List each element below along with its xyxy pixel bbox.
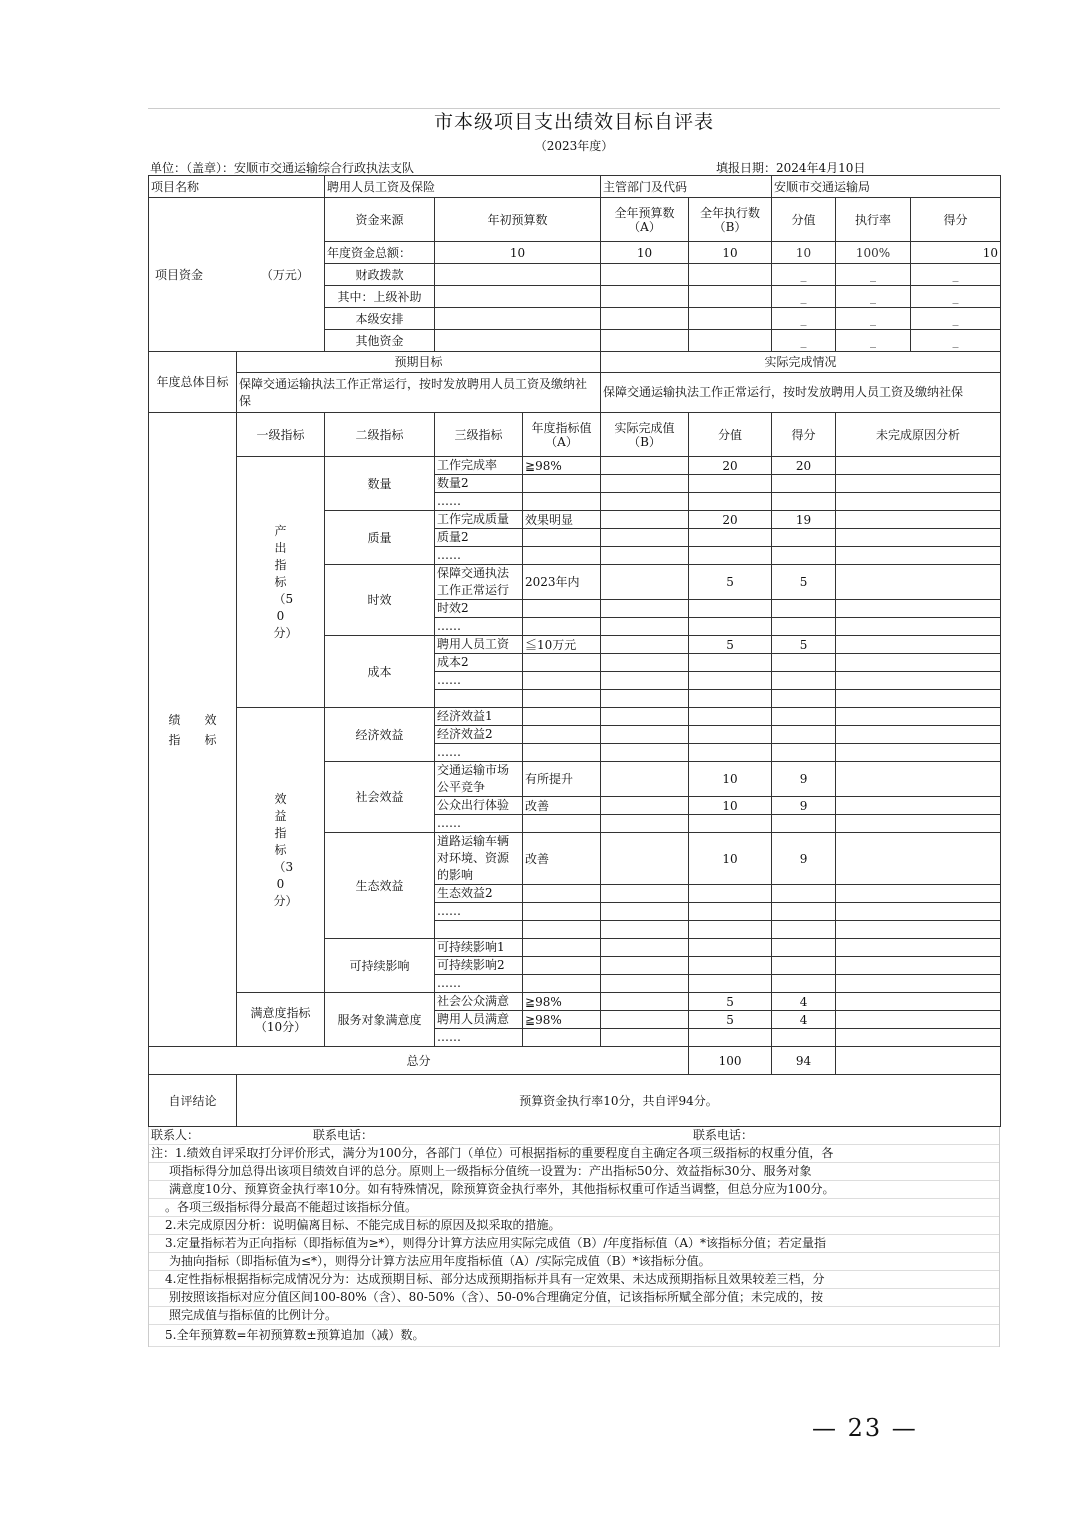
evaluation-sheet xyxy=(148,108,1000,1347)
indicator-got xyxy=(772,885,836,903)
level2-indicator: 质量 xyxy=(325,511,435,565)
target-value: 改善 xyxy=(523,833,601,885)
actual-value xyxy=(601,833,689,885)
indicator-score xyxy=(689,618,772,636)
funds-header-row xyxy=(149,198,1001,242)
total-score: 100 xyxy=(689,1047,772,1075)
indicator-got xyxy=(772,529,836,547)
target-value xyxy=(523,975,601,993)
funds-unit: （万元） xyxy=(260,267,309,282)
indicator-got xyxy=(772,600,836,618)
target-value xyxy=(523,939,601,957)
reason-analysis xyxy=(836,797,1001,815)
funds-header-executed: 全年执行数（B） xyxy=(689,198,772,242)
funds-annual xyxy=(601,264,689,286)
actual-value xyxy=(601,654,689,672)
reason-analysis xyxy=(836,690,1001,708)
indicator-header: 分值 xyxy=(689,413,772,457)
actual-value xyxy=(601,726,689,744)
indicator-got xyxy=(772,708,836,726)
reason-analysis xyxy=(836,493,1001,511)
target-value: 有所提升 xyxy=(523,762,601,797)
indicator-score: 20 xyxy=(689,457,772,475)
actual-value xyxy=(601,475,689,493)
indicator-score xyxy=(689,529,772,547)
actual-value xyxy=(601,493,689,511)
level3-indicator: 经济效益2 xyxy=(435,726,523,744)
indicator-score xyxy=(689,939,772,957)
project-name-label: 项目名称 xyxy=(149,176,325,198)
level2-indicator: 生态效益 xyxy=(325,833,435,939)
note-line: 别按照该指标对应分值区间100-80%（含）、80-50%（含）、50-0%合理确定分值，记该指标所赋全部分值；未完成的，按 xyxy=(149,1289,999,1307)
level3-indicator: 社会公众满意 xyxy=(435,993,523,1011)
target-value xyxy=(523,600,601,618)
indicator-got: 4 xyxy=(772,993,836,1011)
indicator-header: 二级指标 xyxy=(325,413,435,457)
indicator-score xyxy=(689,885,772,903)
indicator-got xyxy=(772,672,836,690)
contact-phone-2: 联系电话： xyxy=(693,1128,754,1142)
indicator-score xyxy=(689,708,772,726)
indicator-got: 9 xyxy=(772,797,836,815)
target-value: 改善 xyxy=(523,797,601,815)
indicator-got xyxy=(772,726,836,744)
indicator-score: 5 xyxy=(689,636,772,654)
goals-expected: 保障交通运输执法工作正常运行，按时发放聘用人员工资及缴纳社保 xyxy=(237,373,601,413)
actual-value xyxy=(601,547,689,565)
goals-expected-header: 预期目标 xyxy=(237,352,601,373)
indicator-score: 5 xyxy=(689,565,772,600)
target-value xyxy=(523,903,601,921)
funds-got: 10 xyxy=(911,242,1001,264)
note-line: 2.未完成原因分析：说明偏离目标、不能完成目标的原因及拟采取的措施。 xyxy=(149,1217,999,1235)
reason-analysis xyxy=(836,654,1001,672)
indicator-score: 5 xyxy=(689,993,772,1011)
funds-initial: 10 xyxy=(435,242,601,264)
indicator-got: 9 xyxy=(772,833,836,885)
funds-got: _ xyxy=(911,286,1001,308)
funds-executed xyxy=(689,264,772,286)
actual-value xyxy=(601,600,689,618)
funds-annual: 10 xyxy=(601,242,689,264)
indicator-score xyxy=(689,493,772,511)
main-table xyxy=(148,175,1001,1127)
target-value xyxy=(523,672,601,690)
actual-value xyxy=(601,762,689,797)
sheet-title: 市本级项目支出绩效目标自评表 xyxy=(148,108,1000,135)
goals-header-row xyxy=(149,352,1001,373)
funds-score: _ xyxy=(772,264,836,286)
goals-actual: 保障交通运输执法工作正常运行，按时发放聘用人员工资及缴纳社保 xyxy=(601,373,1001,413)
target-value xyxy=(523,921,601,939)
indicator-got xyxy=(772,493,836,511)
actual-value xyxy=(601,815,689,833)
funds-annual xyxy=(601,330,689,352)
funds-score: _ xyxy=(772,286,836,308)
goals-row xyxy=(149,373,1001,413)
unit-label: 单位：（盖章）：安顺市交通运输综合行政执法支队 xyxy=(150,161,415,175)
indicator-got: 19 xyxy=(772,511,836,529)
level3-indicator: …… xyxy=(435,975,523,993)
level3-indicator: 公众出行体验 xyxy=(435,797,523,815)
actual-value xyxy=(601,903,689,921)
indicator-got: 4 xyxy=(772,1011,836,1029)
level3-indicator: 聘用人员满意 xyxy=(435,1011,523,1029)
indicator-got xyxy=(772,690,836,708)
indicator-got xyxy=(772,1029,836,1047)
indicator-score xyxy=(689,975,772,993)
indicator-score xyxy=(689,744,772,762)
indicator-got xyxy=(772,939,836,957)
reason-analysis xyxy=(836,708,1001,726)
indicator-score: 10 xyxy=(689,762,772,797)
indicator-got xyxy=(772,618,836,636)
funds-source: 财政拨款 xyxy=(325,264,435,286)
funds-executed: 10 xyxy=(689,242,772,264)
contact-row xyxy=(149,1127,999,1145)
goals-label: 年度总体目标 xyxy=(149,352,237,413)
actual-value xyxy=(601,636,689,654)
indicator-score xyxy=(689,600,772,618)
funds-label: 项目资金 xyxy=(155,267,204,282)
indicator-score: 20 xyxy=(689,511,772,529)
level1-indicator xyxy=(237,993,325,1047)
funds-annual xyxy=(601,308,689,330)
actual-value xyxy=(601,565,689,600)
level3-indicator: …… xyxy=(435,618,523,636)
note-line: 照完成值与指标值的比例计分。 xyxy=(149,1307,999,1325)
level3-indicator: 工作完成率 xyxy=(435,457,523,475)
conclusion-row xyxy=(149,1075,1001,1127)
level2-indicator: 社会效益 xyxy=(325,762,435,833)
actual-value xyxy=(601,708,689,726)
level2-indicator: 经济效益 xyxy=(325,708,435,762)
reason-analysis xyxy=(836,921,1001,939)
funds-annual xyxy=(601,286,689,308)
indicator-got: 9 xyxy=(772,762,836,797)
funds-executed xyxy=(689,308,772,330)
funds-header-initial: 年初预算数 xyxy=(435,198,601,242)
funds-rate: _ xyxy=(836,330,911,352)
reason-analysis xyxy=(836,618,1001,636)
indicator-header: 一级指标 xyxy=(237,413,325,457)
level2-indicator: 可持续影响 xyxy=(325,939,435,993)
reason-analysis xyxy=(836,529,1001,547)
indicator-score xyxy=(689,815,772,833)
funds-header-got: 得分 xyxy=(911,198,1001,242)
project-row xyxy=(149,176,1001,198)
indicator-score xyxy=(689,921,772,939)
actual-value xyxy=(601,744,689,762)
level1-indicator xyxy=(237,708,325,993)
actual-value xyxy=(601,672,689,690)
reason-analysis xyxy=(836,475,1001,493)
contact-person: 联系人： xyxy=(151,1128,200,1142)
indicator-row xyxy=(149,708,1001,726)
target-value: 2023年内 xyxy=(523,565,601,600)
indicator-got xyxy=(772,957,836,975)
funds-initial xyxy=(435,330,601,352)
target-value xyxy=(523,708,601,726)
actual-value xyxy=(601,993,689,1011)
target-value xyxy=(523,654,601,672)
page-number: — 23 — xyxy=(812,1414,918,1442)
reason-analysis xyxy=(836,547,1001,565)
funds-score: _ xyxy=(772,308,836,330)
level3-indicator: 成本2 xyxy=(435,654,523,672)
note-line: 5.全年预算数=年初预算数±预算追加（减）数。 xyxy=(149,1325,999,1347)
funds-rate: _ xyxy=(836,308,911,330)
actual-value xyxy=(601,529,689,547)
level3-indicator: 时效2 xyxy=(435,600,523,618)
funds-source: 其中：上级补助 xyxy=(325,286,435,308)
indicator-score: 10 xyxy=(689,797,772,815)
conclusion-label: 自评结论 xyxy=(149,1075,237,1127)
level3-indicator: …… xyxy=(435,744,523,762)
funds-rate: _ xyxy=(836,264,911,286)
indicator-score xyxy=(689,547,772,565)
funds-header-score: 分值 xyxy=(772,198,836,242)
indicator-row xyxy=(149,457,1001,475)
unit-line xyxy=(148,157,1000,175)
level3-indicator: 可持续影响1 xyxy=(435,939,523,957)
indicator-header: 得分 xyxy=(772,413,836,457)
target-value: 效果明显 xyxy=(523,511,601,529)
reason-analysis xyxy=(836,636,1001,654)
actual-value xyxy=(601,1011,689,1029)
level3-indicator: …… xyxy=(435,1029,523,1047)
actual-value xyxy=(601,690,689,708)
actual-value xyxy=(601,1029,689,1047)
actual-value xyxy=(601,975,689,993)
indicator-got xyxy=(772,815,836,833)
total-label: 总分 xyxy=(149,1047,689,1075)
actual-value xyxy=(601,511,689,529)
reason-analysis xyxy=(836,511,1001,529)
indicator-got xyxy=(772,744,836,762)
reason-analysis xyxy=(836,1029,1001,1047)
funds-rate: _ xyxy=(836,286,911,308)
funds-header-annual: 全年预算数（A） xyxy=(601,198,689,242)
reason-analysis xyxy=(836,903,1001,921)
indicator-score xyxy=(689,475,772,493)
reason-analysis xyxy=(836,457,1001,475)
level3-indicator: 质量2 xyxy=(435,529,523,547)
level1-indicator xyxy=(237,457,325,708)
funds-executed xyxy=(689,286,772,308)
level1-label: 产出指标（50分） xyxy=(273,523,298,640)
funds-score: 10 xyxy=(772,242,836,264)
reason-analysis xyxy=(836,975,1001,993)
dept-label: 主管部门及代码 xyxy=(601,176,772,198)
indicator-score xyxy=(689,1029,772,1047)
indicator-score xyxy=(689,726,772,744)
reason-analysis xyxy=(836,1011,1001,1029)
fill-date: 填报日期：2024年4月10日 xyxy=(716,161,866,175)
goals-actual-header: 实际完成情况 xyxy=(601,352,1001,373)
total-reason xyxy=(836,1047,1001,1075)
indicator-score xyxy=(689,672,772,690)
indicator-got: 20 xyxy=(772,457,836,475)
actual-value xyxy=(601,939,689,957)
level3-indicator: …… xyxy=(435,493,523,511)
indicator-got xyxy=(772,921,836,939)
contact-phone-1: 联系电话： xyxy=(313,1128,374,1142)
indicator-header: 实际完成值（B） xyxy=(601,413,689,457)
actual-value xyxy=(601,957,689,975)
level3-indicator: 经济效益1 xyxy=(435,708,523,726)
funds-score: _ xyxy=(772,330,836,352)
note-line: 为抽向指标（即指标值为≤*），则得分计算方法应用年度指标值（A）/实际完成值（B）*该指标分值。 xyxy=(149,1253,999,1271)
target-value xyxy=(523,493,601,511)
note-line: 4.定性指标根据指标完成情况分为：达成预期目标、部分达成预期指标并具有一定效果、未达成预期指标且效果较差三档，分 xyxy=(149,1271,999,1289)
indicator-got: 5 xyxy=(772,636,836,654)
level2-indicator: 时效 xyxy=(325,565,435,636)
funds-initial xyxy=(435,308,601,330)
funds-header-source: 资金来源 xyxy=(325,198,435,242)
actual-value xyxy=(601,457,689,475)
target-value xyxy=(523,885,601,903)
level2-indicator: 服务对象满意度 xyxy=(325,993,435,1047)
funds-initial xyxy=(435,264,601,286)
target-value: ≦10万元 xyxy=(523,636,601,654)
indicator-got xyxy=(772,654,836,672)
actual-value xyxy=(601,618,689,636)
indicator-score: 5 xyxy=(689,1011,772,1029)
target-value xyxy=(523,547,601,565)
indicator-score: 10 xyxy=(689,833,772,885)
note-line: 项指标得分加总得出该项目绩效自评的总分。原则上一级指标分值统一设置为：产出指标50分、效益指标30分、服务对象 xyxy=(149,1163,999,1181)
reason-analysis xyxy=(836,957,1001,975)
indicator-got xyxy=(772,903,836,921)
notes-block xyxy=(148,1127,1000,1347)
note-line: 。各项三级指标得分最高不能超过该指标分值。 xyxy=(149,1199,999,1217)
note-line: 注：1.绩效自评采取打分评价形式，满分为100分，各部门（单位）可根据指标的重要程度自主确定各项三级指标的权重分值，各 xyxy=(149,1145,999,1163)
indicator-score xyxy=(689,654,772,672)
reason-analysis xyxy=(836,993,1001,1011)
level2-indicator: 数量 xyxy=(325,457,435,511)
dept-value: 安顺市交通运输局 xyxy=(772,176,1001,198)
level3-indicator: 工作完成质量 xyxy=(435,511,523,529)
target-value: ≧98% xyxy=(523,1011,601,1029)
total-got: 94 xyxy=(772,1047,836,1075)
target-value xyxy=(523,744,601,762)
target-value xyxy=(523,690,601,708)
funds-label-cell xyxy=(149,198,325,352)
conclusion-text: 预算资金执行率10分，共自评94分。 xyxy=(237,1075,1001,1127)
funds-got: _ xyxy=(911,264,1001,286)
indicator-score xyxy=(689,903,772,921)
indicator-got xyxy=(772,475,836,493)
funds-initial xyxy=(435,286,601,308)
level3-indicator: 保障交通执法工作正常运行 xyxy=(435,565,523,600)
level2-indicator: 成本 xyxy=(325,636,435,708)
project-name-value: 聘用人员工资及保险 xyxy=(325,176,601,198)
reason-analysis xyxy=(836,726,1001,744)
target-value xyxy=(523,475,601,493)
funds-source: 其他资金 xyxy=(325,330,435,352)
target-value: ≧98% xyxy=(523,993,601,1011)
indicator-got xyxy=(772,975,836,993)
reason-analysis xyxy=(836,939,1001,957)
actual-value xyxy=(601,921,689,939)
target-value xyxy=(523,618,601,636)
indicator-got xyxy=(772,547,836,565)
level3-indicator: 可持续影响2 xyxy=(435,957,523,975)
indicator-header: 未完成原因分析 xyxy=(836,413,1001,457)
level3-indicator: 交通运输市场公平竞争 xyxy=(435,762,523,797)
reason-analysis xyxy=(836,672,1001,690)
indicator-header: 年度指标值（A） xyxy=(523,413,601,457)
indicator-score xyxy=(689,690,772,708)
indicator-row xyxy=(149,993,1001,1011)
indicator-main-label: 绩 效指 标 xyxy=(149,413,237,1047)
reason-analysis xyxy=(836,815,1001,833)
funds-header-rate: 执行率 xyxy=(836,198,911,242)
note-line: 3.定量指标若为正向指标（即指标值为≥*），则得分计算方法应用实际完成值（B）/年度指标值（A）*该指标分值；若定量指 xyxy=(149,1235,999,1253)
reason-analysis xyxy=(836,565,1001,600)
level3-indicator: …… xyxy=(435,672,523,690)
total-row xyxy=(149,1047,1001,1075)
funds-executed xyxy=(689,330,772,352)
funds-source: 年度资金总额： xyxy=(325,242,435,264)
indicator-header-row xyxy=(149,413,1001,457)
funds-got: _ xyxy=(911,330,1001,352)
level1-label: 满意度指标（10分） xyxy=(250,1005,311,1034)
level3-indicator: 数量2 xyxy=(435,475,523,493)
reason-analysis xyxy=(836,885,1001,903)
indicator-got: 5 xyxy=(772,565,836,600)
indicator-score xyxy=(689,957,772,975)
level3-indicator: …… xyxy=(435,903,523,921)
funds-rate: 100% xyxy=(836,242,911,264)
note-line: 满意度10分、预算资金执行率10分。如有特殊情况，除预算资金执行率外，其他指标权重可作适当调整，但总分应为100分。 xyxy=(149,1181,999,1199)
reason-analysis xyxy=(836,762,1001,797)
funds-source: 本级安排 xyxy=(325,308,435,330)
level3-indicator: …… xyxy=(435,547,523,565)
indicator-header: 三级指标 xyxy=(435,413,523,457)
level3-indicator: 生态效益2 xyxy=(435,885,523,903)
level1-label: 效益指标（30分） xyxy=(273,791,298,908)
reason-analysis xyxy=(836,600,1001,618)
level3-indicator: 道路运输车辆对环境、资源的影响 xyxy=(435,833,523,885)
target-value xyxy=(523,529,601,547)
sheet-year: （2023年度） xyxy=(534,139,614,153)
actual-value xyxy=(601,885,689,903)
reason-analysis xyxy=(836,833,1001,885)
level3-indicator xyxy=(435,690,523,708)
target-value: ≧98% xyxy=(523,457,601,475)
target-value xyxy=(523,726,601,744)
target-value xyxy=(523,1029,601,1047)
funds-got: _ xyxy=(911,308,1001,330)
target-value xyxy=(523,957,601,975)
actual-value xyxy=(601,797,689,815)
reason-analysis xyxy=(836,744,1001,762)
level3-indicator xyxy=(435,921,523,939)
target-value xyxy=(523,815,601,833)
level3-indicator: …… xyxy=(435,815,523,833)
level3-indicator: 聘用人员工资 xyxy=(435,636,523,654)
